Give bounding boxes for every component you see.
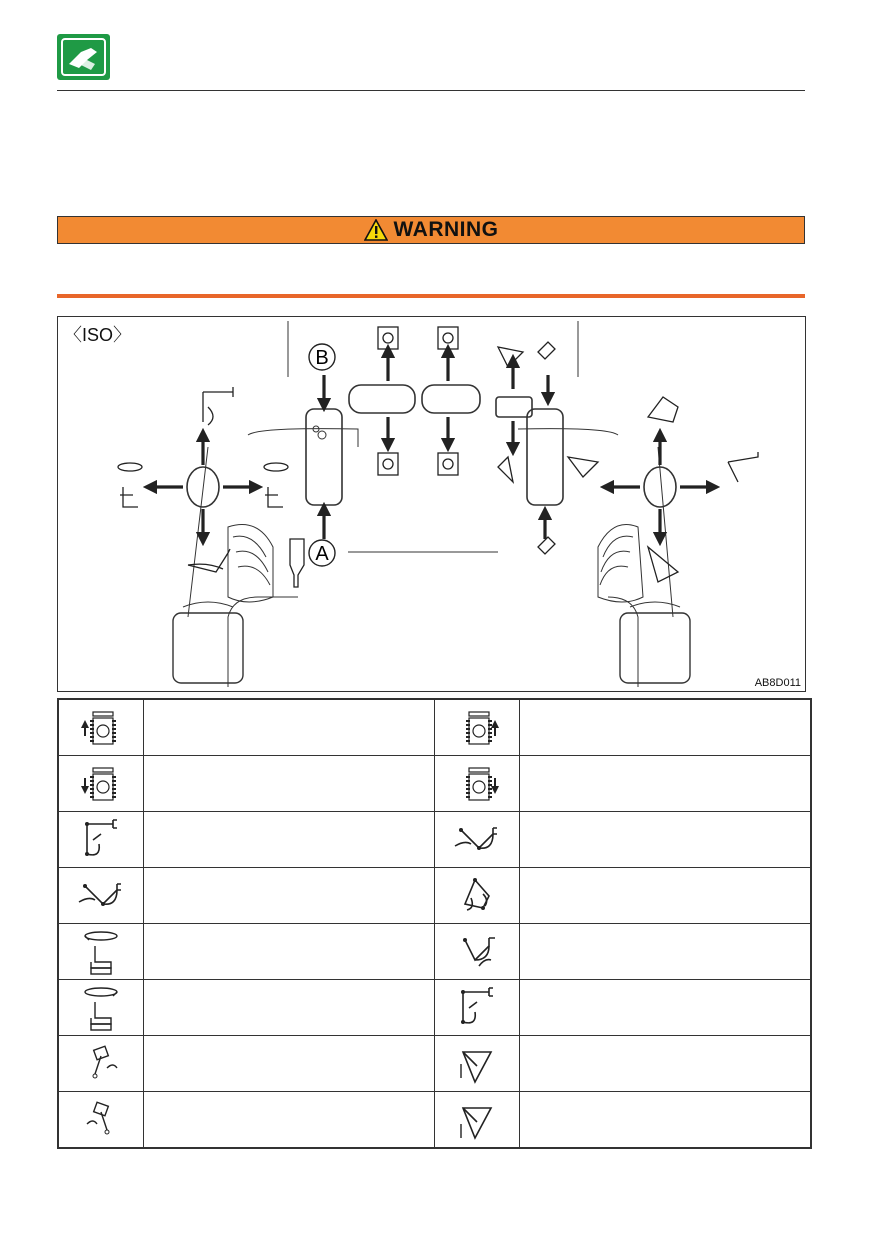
header-rule bbox=[57, 90, 805, 91]
arm-out-icon bbox=[58, 812, 144, 868]
legend-description-cell bbox=[520, 812, 812, 868]
callout-b: B bbox=[315, 347, 329, 369]
blade-lower-icon bbox=[435, 1036, 520, 1092]
hand-operation-icon bbox=[57, 34, 110, 80]
boom-swing-right-icon bbox=[58, 1092, 144, 1149]
legend-description-cell bbox=[520, 756, 812, 812]
legend-description-cell bbox=[520, 980, 812, 1036]
boom-lower-icon bbox=[435, 812, 520, 868]
bucket-in-icon bbox=[435, 924, 520, 980]
legend-description-cell bbox=[520, 868, 812, 924]
legend-row bbox=[58, 868, 811, 924]
boom-raise-icon bbox=[435, 868, 520, 924]
legend-description-cell bbox=[520, 924, 812, 980]
control-pattern-figure bbox=[57, 316, 806, 692]
right-track-reverse-icon bbox=[435, 756, 520, 812]
legend-row bbox=[58, 812, 811, 868]
legend-description-cell bbox=[520, 699, 812, 756]
arm-in-icon bbox=[58, 868, 144, 924]
standard-label: 〈ISO〉 bbox=[64, 325, 132, 345]
legend-description-cell bbox=[144, 1036, 435, 1092]
legend-description-cell bbox=[520, 1092, 812, 1149]
warning-label: WARNING bbox=[393, 218, 499, 241]
legend-row bbox=[58, 1036, 811, 1092]
swing-right-icon bbox=[58, 980, 144, 1036]
legend-description-cell bbox=[144, 699, 435, 756]
callout-a: A bbox=[315, 543, 329, 565]
left-track-reverse-icon bbox=[58, 756, 144, 812]
legend-description-cell bbox=[520, 1036, 812, 1092]
boom-swing-left-icon bbox=[58, 1036, 144, 1092]
legend-description-cell bbox=[144, 756, 435, 812]
legend-description-cell bbox=[144, 868, 435, 924]
legend-row bbox=[58, 1092, 811, 1149]
cab-illustration bbox=[58, 317, 805, 691]
legend-description-cell bbox=[144, 1092, 435, 1149]
section-rule bbox=[57, 294, 805, 298]
legend-row bbox=[58, 980, 811, 1036]
warning-triangle-icon bbox=[364, 219, 388, 241]
warning-banner bbox=[57, 216, 805, 244]
left-track-forward-icon bbox=[58, 699, 144, 756]
legend-row bbox=[58, 924, 811, 980]
control-legend-table bbox=[57, 698, 812, 1149]
legend-description-cell bbox=[144, 980, 435, 1036]
figure-code: AB8D011 bbox=[754, 677, 801, 689]
right-track-forward-icon bbox=[435, 699, 520, 756]
legend-row bbox=[58, 756, 811, 812]
bucket-out-icon bbox=[435, 980, 520, 1036]
legend-description-cell bbox=[144, 812, 435, 868]
blade-raise-icon bbox=[435, 1092, 520, 1149]
legend-description-cell bbox=[144, 924, 435, 980]
legend-row bbox=[58, 699, 811, 756]
swing-left-icon bbox=[58, 924, 144, 980]
